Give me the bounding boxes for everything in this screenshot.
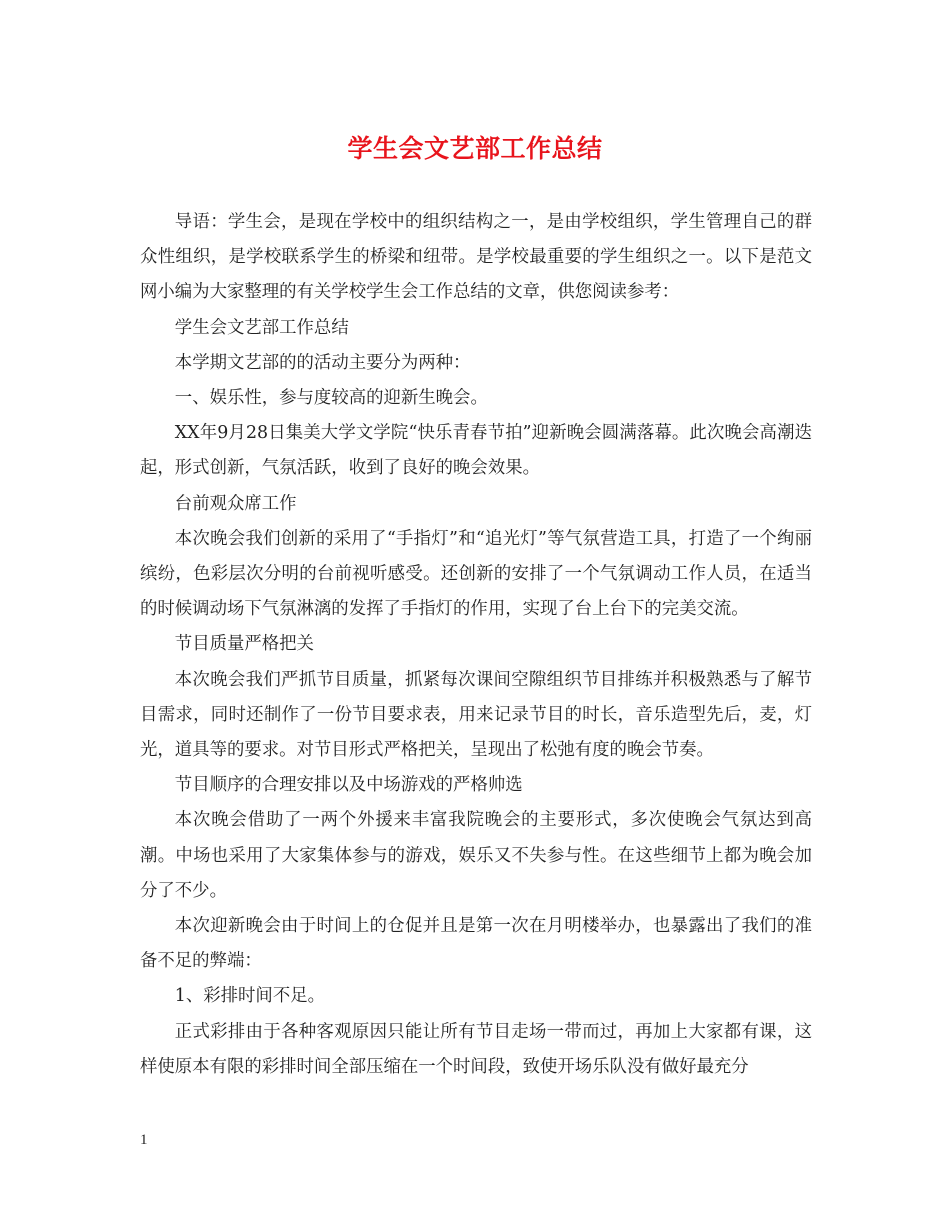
document-title: 学生会文艺部工作总结 xyxy=(347,134,603,163)
paragraph-subtitle: 学生会文艺部工作总结 xyxy=(174,317,349,338)
paragraph: 台前观众席工作 xyxy=(174,493,297,514)
paragraph: 本次晚会我们严抓节目质量，抓紧每次课间空隙组织节目排练并积极熟悉与了解节目需求，同时还制作了一份节目要求表，用来记录节目的时长，音乐造型先后，麦，灯光，道具等的要求。对节目形式严格把关，呈现出了松弛有度的晚会节奏。 xyxy=(140,669,812,761)
paragraph: 正式彩排由于各种客观原因只能让所有节目走场一带而过，再加上大家都有课，这样使原本有限的彩排时间全部压缩在一个时间段，致使开场乐队没有做好最充分 xyxy=(140,1021,812,1077)
paragraph: 一、娱乐性，参与度较高的迎新生晚会。 xyxy=(174,388,488,409)
document-body xyxy=(140,205,812,1085)
paragraph-intro: 导语：学生会，是现在学校中的组织结构之一，是由学校组织，学生管理自己的群众性组织，是学校联系学生的桥梁和纽带。是学校最重要的学生组织之一。以下是范文网小编为大家整理的有关学校学生会工作总结的文章，供您阅读参考： xyxy=(140,212,812,303)
paragraph: 1、彩排时间不足。 xyxy=(174,986,325,1007)
paragraph: 本次晚会借助了一两个外援来丰富我院晚会的主要形式，多次使晚会气氛达到高潮。中场也采用了大家集体参与的游戏，娱乐又不失参与性。在这些细节上都为晚会加分了不少。 xyxy=(140,810,812,901)
paragraph: 本学期文艺部的的活动主要分为两种： xyxy=(174,352,471,373)
paragraph: 节目顺序的合理安排以及中场游戏的严格帅选 xyxy=(174,775,523,796)
paragraph: 本次迎新晚会由于时间上的仓促并且是第一次在月明楼举办，也暴露出了我们的准备不足的弊端： xyxy=(140,916,812,972)
paragraph: XX年9月28日集美大学文学院“快乐青春节拍”迎新晚会圆满落幕。此次晚会高潮迭起，形式创新，气氛活跃，收到了良好的晚会效果。 xyxy=(140,423,812,479)
page-number: 1 xyxy=(140,1132,148,1148)
paragraph: 节目质量严格把关 xyxy=(174,634,314,655)
paragraph: 本次晚会我们创新的采用了“手指灯”和“追光灯”等气氛营造工具，打造了一个绚丽缤纷，色彩层次分明的台前视听感受。还创新的安排了一个气氛调动工作人员，在适当的时候调动场下气氛淋漓的发挥了手指灯的作用，实现了台上台下的完美交流。 xyxy=(140,528,812,620)
